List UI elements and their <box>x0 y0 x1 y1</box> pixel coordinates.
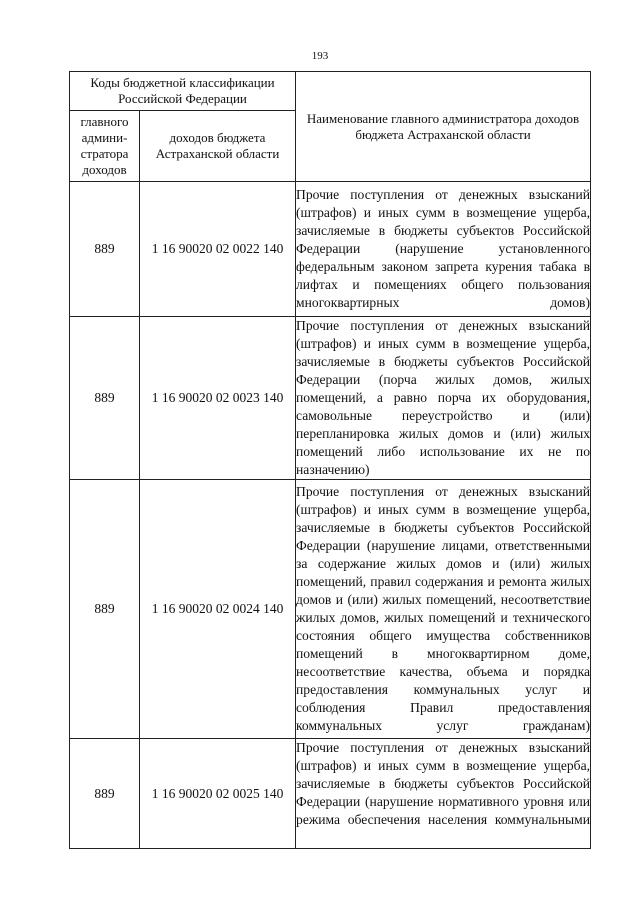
description-cell: Прочие поступления от денежных взысканий (штрафов) и иных сумм в возмещение ущерба, зачисляемые в бюджеты субъектов Российской Федерации (нарушение установленного федеральным законом запрета курения табака в лифтах и помещениях общего пользования многоквартирных домов) <box>296 182 591 317</box>
admin-code-cell: 889 <box>70 182 140 317</box>
income-code-cell: 1 16 90020 02 0025 140 <box>140 739 296 849</box>
budget-classification-table <box>69 71 591 849</box>
header-column-income: доходов бюджета Астраханской области <box>140 111 296 182</box>
admin-code-cell: 889 <box>70 739 140 849</box>
page-number: 193 <box>311 50 329 62</box>
table-row <box>70 739 591 849</box>
table-row <box>70 182 591 317</box>
header-column-admin: главного админи-стратора доходов <box>70 111 140 182</box>
income-code-cell: 1 16 90020 02 0022 140 <box>140 182 296 317</box>
table-row <box>70 480 591 739</box>
description-cell: Прочие поступления от денежных взысканий (штрафов) и иных сумм в возмещение ущерба, зачисляемые в бюджеты субъектов Российской Федерации (порча жилых домов, жилых помещений, а равно порча их оборудования, самовольные переустройство и (или) перепланировка жилых домов и (или) жилых помещений либо использование их не по назначению) <box>296 317 591 480</box>
income-code-cell: 1 16 90020 02 0024 140 <box>140 480 296 739</box>
header-column-name: Наименование главного администратора доходов бюджета Астраханской области <box>296 72 591 182</box>
admin-code-cell: 889 <box>70 317 140 480</box>
description-cell: Прочие поступления от денежных взысканий (штрафов) и иных сумм в возмещение ущерба, зачисляемые в бюджеты субъектов Российской Федерации (нарушение лицами, ответственными за содержание жилых домов и (или) жилых помещений, правил содержания и ремонта жилых домов и (или) жилых помещений, несоответствие жилых домов, жилых помещений и технического состояния общего имущества собственников помещений в многоквартирном доме, несоответствие качества, объема и порядка предоставления коммунальных услуг и соблюдения Правил предоставления коммунальных услуг гражданам) <box>296 480 591 739</box>
admin-code-cell: 889 <box>70 480 140 739</box>
description-cell: Прочие поступления от денежных взысканий (штрафов) и иных сумм в возмещение ущерба, зачисляемые в бюджеты субъектов Российской Федерации (нарушение нормативного уровня или режима обеспечения населения коммунальными <box>296 739 591 849</box>
header-row-top <box>70 72 591 111</box>
income-code-cell: 1 16 90020 02 0023 140 <box>140 317 296 480</box>
header-group-title: Коды бюджетной классификации Российской Федерации <box>70 72 296 111</box>
table-row <box>70 317 591 480</box>
